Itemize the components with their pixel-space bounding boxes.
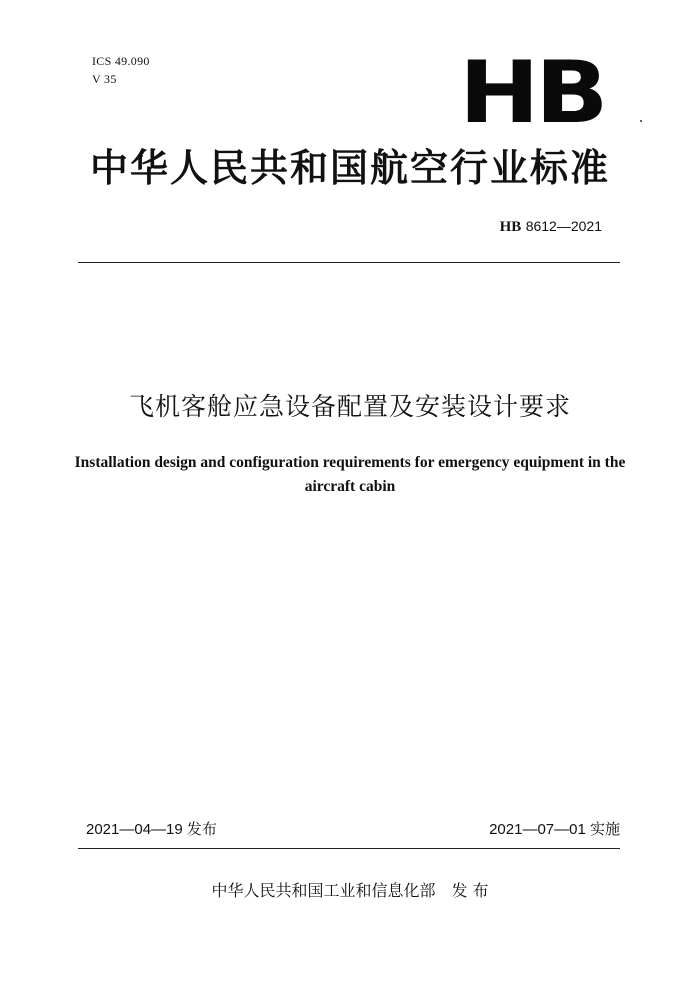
- standard-number-value: 8612—2021: [525, 218, 602, 234]
- document-title-english: Installation design and configuration requirements for emergency equipment in the aircraft cabin: [74, 454, 626, 495]
- publisher-action: 发 布: [451, 881, 489, 900]
- implementation-date: 2021—07—01 实施: [489, 821, 620, 838]
- hb-logo: HB: [459, 43, 605, 143]
- bottom-divider: [78, 848, 620, 849]
- publisher-name: 中华人民共和国工业和信息化部: [211, 881, 436, 900]
- ics-code: ICS 49.090: [92, 54, 150, 68]
- document-title-chinese: 飞机客舱应急设备配置及安装设计要求: [128, 392, 571, 421]
- standard-number: [500, 218, 602, 236]
- publisher-line: [0, 878, 700, 901]
- top-divider: [78, 262, 620, 263]
- ccs-code: V 35: [92, 72, 117, 86]
- scan-speck: [640, 120, 642, 122]
- standard-category-heading: 中华人民共和国航空行业标准: [89, 146, 610, 190]
- classification-codes: [92, 52, 150, 88]
- standard-number-prefix: HB: [499, 219, 522, 235]
- issue-date: 2021—04—19 发布: [86, 821, 217, 838]
